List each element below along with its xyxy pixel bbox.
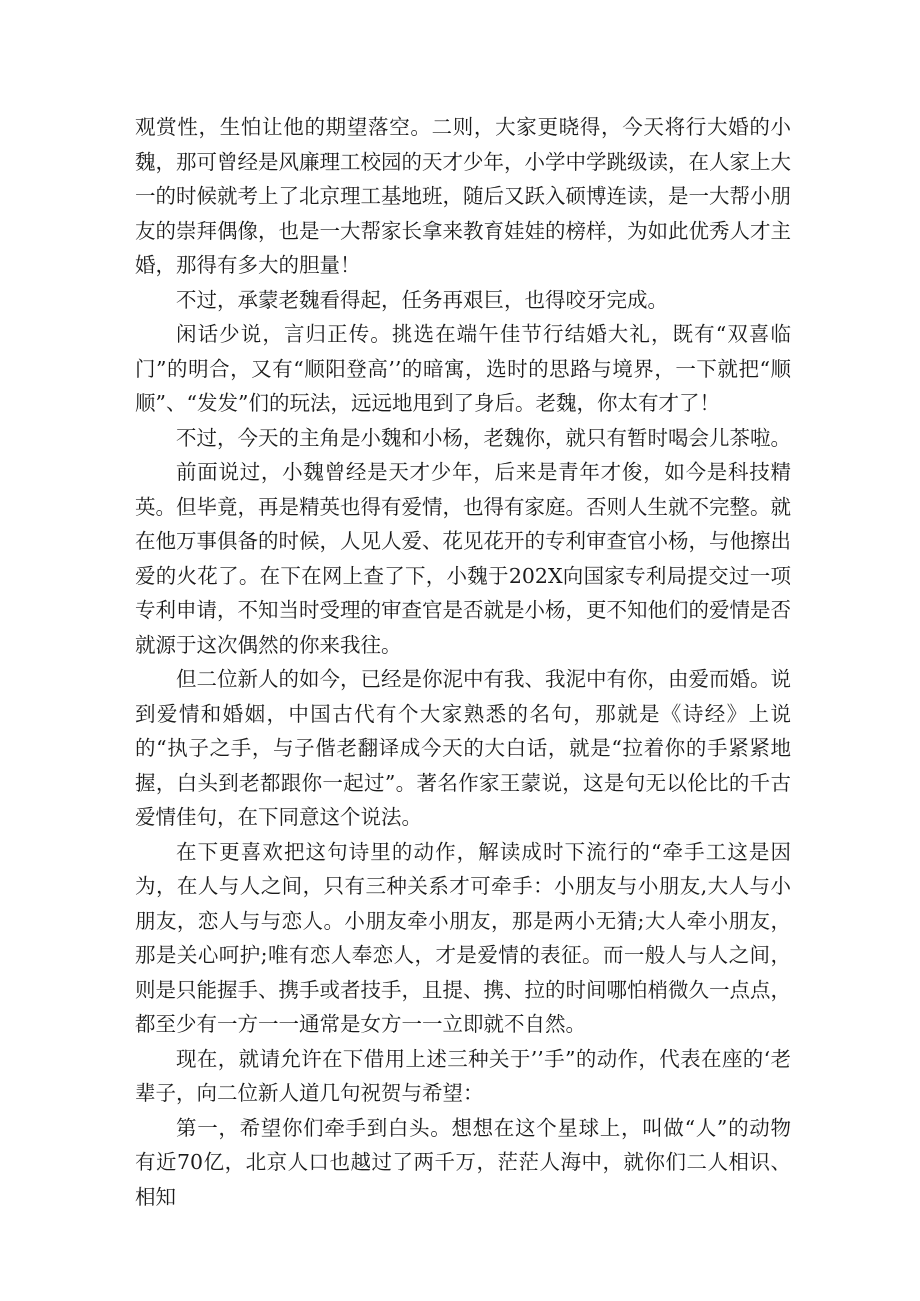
- paragraph-8: 现在，就请允许在下借用上述三种关于’’手”的动作，代表在座的‘老辈子，向二位新人道几句祝贺与希望：: [135, 1046, 791, 1105]
- paragraph-3: 闲话少说，言归正传。挑选在端午佳节行结婚大礼，既有“双喜临门”的明合，又有“顺阳登高’’的暗寓，选时的思路与境界，一下就把“顺顺”、“发发”们的玩法，远远地甩到了身后。老魏，你太有才了！: [135, 322, 791, 415]
- paragraph-6: 但二位新人的如今，已经是你泥中有我、我泥中有你，由爱而婚。说到爱情和婚姻，中国古代有个大家熟悉的名句，那就是《诗经》上说的“执子之手，与子偕老翻译成今天的大白话，就是“拉着你的手紧紧地握，白头到老都跟你一起过”。著名作家王蒙说，这是句无以伦比的千古爱情佳句，在下同意这个说法。: [135, 667, 791, 829]
- paragraph-1: 观赏性，生怕让他的期望落空。二则，大家更晓得，今天将行大婚的小魏，那可曾经是风廉理工校园的天才少年，小学中学跳级读，在人家上大一的时候就考上了北京理工基地班，随后又跃入硕博连读，是一大帮小朋友的崇拜偶像，也是一大帮家长拿来教育娃娃的榜样，为如此优秀人才主婚，那得有多大的胆量！: [135, 115, 791, 277]
- paragraph-7: 在下更喜欢把这句诗里的动作，解读成时下流行的“牵手工这是因为，在人与人之间，只有三种关系才可牵手：小朋友与小朋友,大人与小朋友，恋人与与恋人。小朋友牵小朋友，那是两小无猜;大人牵小朋友，那是关心呵护;唯有恋人奉恋人，才是爱情的表征。而一般人与人之间，则是只能握手、携手或者技手，且提、携、拉的时间哪怕梢微久一点点，都至少有一方一一通常是女方一一立即就不自然。: [135, 839, 791, 1036]
- paragraph-5: 前面说过，小魏曾经是天才少年，后来是青年才俊，如今是科技精英。但毕竟，再是精英也得有爱情，也得有家庭。否则人生就不完整。就在他万事俱备的时候，人见人爱、花见花开的专利审查官小杨，与他擦出爱的火花了。在下在网上查了下，小魏于202X向国家专利局提交过一项专利申请，不知当时受理的审查官是否就是小杨，更不知他们的爱情是否就源于这次偶然的你来我往。: [135, 460, 791, 657]
- paragraph-9: 第一，希望你们牵手到白头。想想在这个星球上，叫做“人”的动物有近70亿，北京人口也越过了两千万，茫茫人海中，就你们二人相识、相知: [135, 1115, 791, 1209]
- document-body: [135, 110, 791, 1214]
- paragraph-4: 不过，今天的主角是小魏和小杨，老魏你，就只有暂时喝会儿茶啦。: [176, 425, 791, 450]
- paragraph-2: 不过，承蒙老魏看得起，任务再艰巨，也得咬牙完成。: [176, 287, 668, 312]
